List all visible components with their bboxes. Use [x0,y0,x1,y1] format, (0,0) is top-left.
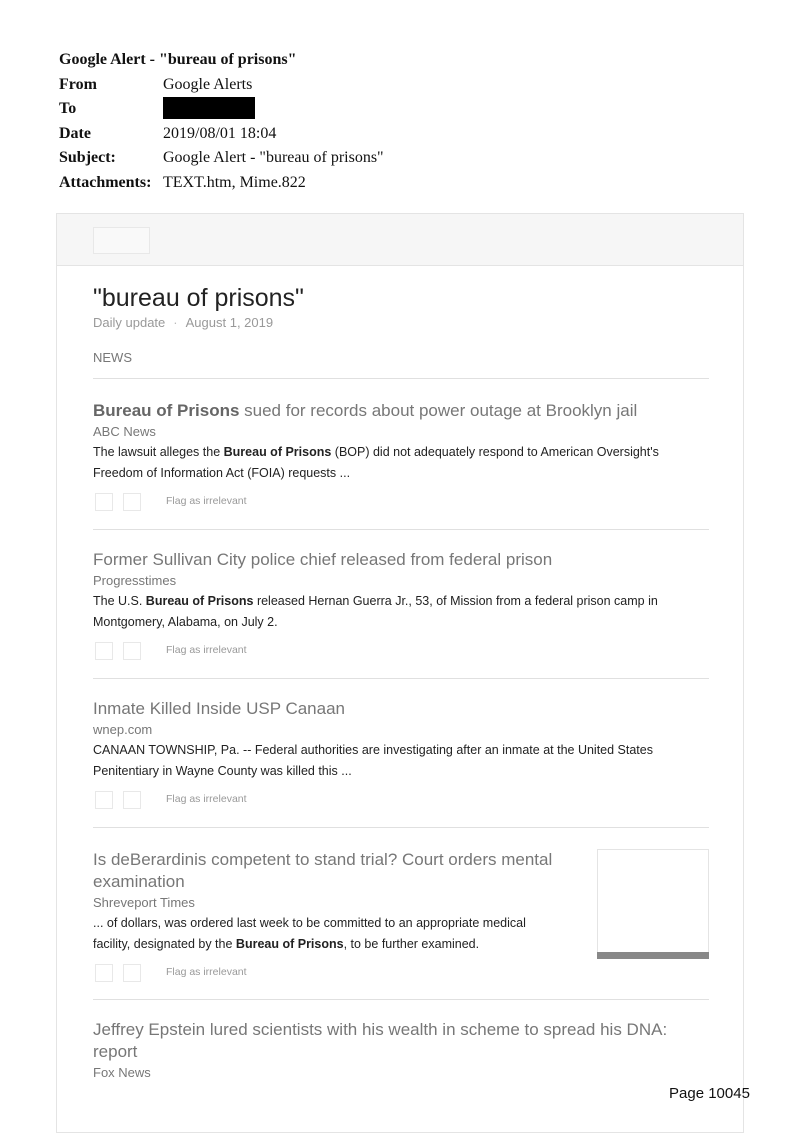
alert-meta [93,315,273,330]
article-thumbnail[interactable] [597,849,709,959]
share-checkbox[interactable] [95,964,113,982]
divider [93,529,709,530]
article-title-text[interactable]: sued for records about power outage at Brooklyn jail [239,401,638,420]
flag-irrelevant-link[interactable]: Flag as irrelevant [166,495,247,507]
google-logo-placeholder [93,227,150,254]
to-label: To [59,100,77,117]
attachments-value[interactable]: TEXT.htm, Mime.822 [163,173,306,191]
share-checkbox[interactable] [123,493,141,511]
meta-separator: · [173,315,178,330]
alert-date: August 1, 2019 [185,315,274,330]
alert-frequency: Daily update [93,315,166,330]
article-title-link[interactable]: Is deBerardinis competent to stand trial? Court orders mental examination [93,850,553,891]
card-header [57,214,743,266]
article-item [93,1019,709,1082]
email-date-row [59,122,384,147]
article-actions [93,791,709,813]
date-label: Date [59,124,91,142]
article-item [93,400,709,515]
article-title-link[interactable]: Jeffrey Epstein lured scientists with his wealth in scheme to spread his DNA: report [93,1020,668,1061]
email-header [59,48,384,195]
article-source: Progresstimes [93,573,177,588]
flag-irrelevant-link[interactable]: Flag as irrelevant [166,793,247,805]
email-attachments-row [59,171,384,196]
article-snippet: The lawsuit alleges the Bureau of Prisons (BOP) did not adequately respond to American Oversight's Freedom of Information Act (FOIA) requests ... [93,445,659,480]
share-checkbox[interactable] [123,964,141,982]
subject-value: Google Alert - "bureau of prisons" [163,149,384,166]
article-snippet: The U.S. Bureau of Prisons released Hernan Guerra Jr., 53, of Mission from a federal prison camp in Montgomery, Alabama, on July 2. [93,594,658,629]
article-title-link[interactable] [93,400,709,422]
article-source: Fox News [93,1065,151,1080]
article-actions [93,642,709,664]
from-label: From [59,75,97,93]
article-item [93,849,709,986]
alert-card [56,213,744,1133]
page-number: Page 10045 [669,1085,750,1102]
article-actions [93,493,709,515]
date-value: 2019/08/01 18:04 [163,124,277,142]
subject-label: Subject: [59,149,116,166]
section-label-news: NEWS [93,350,132,365]
article-title-link[interactable]: Former Sullivan City police chief released from federal prison [93,550,553,569]
article-title-highlight[interactable]: Bureau of Prisons [93,401,240,420]
email-from-row [59,73,384,98]
article-item [93,698,709,813]
share-checkbox[interactable] [123,791,141,809]
email-to-row [59,97,384,122]
article-snippet: CANAAN TOWNSHIP, Pa. -- Federal authorities are investigating after an inmate at the United States Penitentiary in Wayne County was killed this ... [93,743,653,778]
article-actions [93,964,709,986]
share-checkbox[interactable] [95,642,113,660]
divider [93,999,709,1000]
thumbnail-bar [597,952,709,959]
article-source: wnep.com [93,722,153,737]
divider [93,827,709,828]
attachments-label: Attachments: [59,173,152,191]
divider [93,678,709,679]
article-source: ABC News [93,424,156,439]
email-title: Google Alert - "bureau of prisons" [59,51,297,68]
email-subject-row [59,146,384,171]
alert-query-title: "bureau of prisons" [93,284,304,312]
redaction-block [163,97,255,119]
article-title-link[interactable]: Inmate Killed Inside USP Canaan [93,699,346,718]
from-value: Google Alerts [163,75,253,93]
article-source: Shreveport Times [93,895,195,910]
article-item [93,549,709,664]
flag-irrelevant-link[interactable]: Flag as irrelevant [166,966,247,978]
share-checkbox[interactable] [95,791,113,809]
divider [93,378,709,379]
article-snippet: ... of dollars, was ordered last week to be committed to an appropriate medical facility, designated by the Bureau of Prisons, to be further examined. [93,916,526,951]
flag-irrelevant-link[interactable]: Flag as irrelevant [166,644,247,656]
share-checkbox[interactable] [95,493,113,511]
share-checkbox[interactable] [123,642,141,660]
